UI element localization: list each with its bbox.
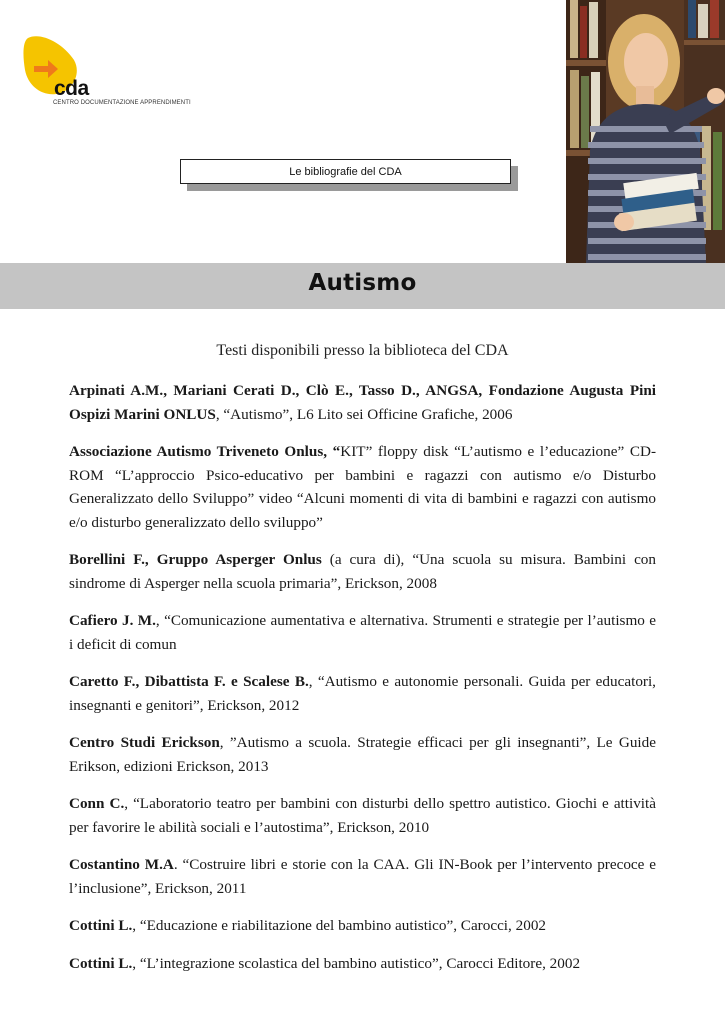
- entry-details: (a cura di), “Una scuola su misura. Bambini con sindrome di Asperger nella scuola primaria”, Erickson, 2008: [69, 551, 656, 592]
- entry-details: , “L’integrazione scolastica del bambino autistico”, Carocci Editore, 2002: [132, 954, 581, 972]
- entry-authors: Cottini L.: [69, 954, 133, 972]
- bibliography-entry: [69, 952, 656, 976]
- entry-details: , “Laboratorio teatro per bambini con disturbi dello spettro autistico. Giochi e attività per favorire le abilità sociali e l’autostima”, Erickson, 2010: [69, 795, 656, 836]
- library-photo: [566, 0, 725, 263]
- entry-authors: Cottini L.: [69, 917, 133, 934]
- entry-details: . “Costruire libri e storie con la CAA. Gli IN-Book per l’intervento precoce e l’inclusione”, Erickson, 2011: [69, 856, 656, 897]
- entry-authors: Centro Studi Erickson: [69, 734, 220, 751]
- entry-details: , “Autismo e autonomie personali. Guida per educatori, insegnanti e genitori”, Erickson, 2012: [69, 673, 656, 714]
- bibliography-entry: [69, 792, 656, 839]
- entry-authors: Costantino M.A: [69, 856, 174, 873]
- entry-authors: Arpinati A.M., Mariani Cerati D., Clò E., Tasso D., ANGSA, Fondazione Augusta Pini Ospizi Marini ONLUS: [69, 382, 656, 423]
- bibliography-entry: [69, 731, 656, 778]
- bibliography-entry: [69, 914, 656, 938]
- bibliography-entry: [69, 670, 656, 717]
- entry-details: , “Comunicazione aumentativa e alternativa. Strumenti e strategie per l’autismo e i deficit di comun: [69, 612, 656, 653]
- bibliography-entry: [69, 609, 656, 656]
- logo-wordmark: cda: [54, 77, 89, 100]
- page-subtitle: Testi disponibili presso la biblioteca del CDA: [216, 342, 509, 359]
- page-title: Autismo: [308, 270, 417, 296]
- entry-authors: Conn C.: [69, 795, 125, 812]
- entry-authors: Cafiero J. M.: [69, 612, 156, 629]
- series-label: Le bibliografie del CDA: [180, 159, 511, 184]
- entry-authors: Associazione Autismo Triveneto Onlus, “: [69, 443, 341, 460]
- bibliography-entry: [69, 853, 656, 900]
- entry-details: , “Educazione e riabilitazione del bambino autistico”, Carocci, 2002: [132, 917, 547, 934]
- cda-logo: [22, 34, 191, 114]
- logo-subtitle: CENTRO DOCUMENTAZIONE APPRENDIMENTI: [53, 100, 191, 106]
- bibliography-entry: [69, 440, 656, 534]
- entry-details: , “Autismo”, L6 Lito sei Officine Grafiche, 2006: [215, 405, 513, 423]
- bibliography-entry: [69, 548, 656, 595]
- entry-authors: Borellini F., Gruppo Asperger Onlus: [69, 551, 322, 568]
- entry-authors: Caretto F., Dibattista F. e Scalese B.: [69, 673, 309, 690]
- entry-details: , ”Autismo a scuola. Strategie efficaci per gli insegnanti”, Le Guide Erikson, edizioni Erickson, 2013: [69, 734, 656, 775]
- bibliography-list: [69, 379, 656, 989]
- title-band: [0, 263, 725, 309]
- entry-details: KIT” floppy disk “L’autismo e l’educazione” CD-ROM “L’approccio Psico-educativo per bambini e ragazzi con autismo e/o Disturbo Generalizzato dello Sviluppo” video “Alcuni momenti di vita di bambini e ragazzi con autismo e/o disturbo generalizzato dello sviluppo”: [69, 443, 656, 531]
- bibliography-entry: [69, 379, 656, 426]
